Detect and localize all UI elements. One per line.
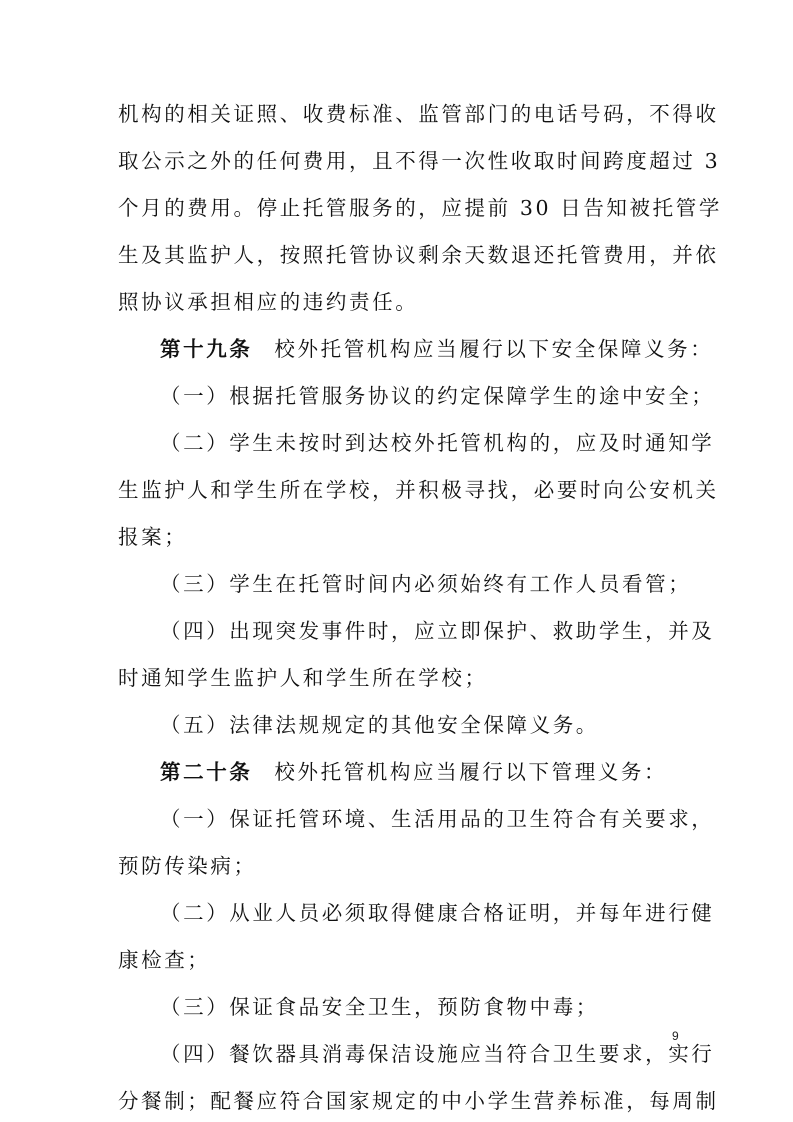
list-item-line: （三）保证食品安全卫生，预防食物中毒； <box>160 995 599 1019</box>
paragraph-line: 机构的相关证照、收费标准、监管部门的电话号码，不得收 <box>118 102 719 126</box>
list-item-line: 分餐制；配餐应符合国家规定的中小学生营养标准，每周制 <box>118 1089 719 1113</box>
list-item-line: 康检查； <box>118 948 211 972</box>
page-number: 9 <box>672 1029 679 1043</box>
list-item-line: 报案； <box>118 525 188 549</box>
list-item-line: （五）法律法规规定的其他安全保障义务。 <box>160 713 599 737</box>
list-item-line: （二）从业人员必须取得健康合格证明，并每年进行健 <box>160 901 715 925</box>
list-item-line: （一）保证托管环境、生活用品的卫生符合有关要求， <box>160 807 715 831</box>
list-item-line: （一）根据托管服务协议的约定保障学生的途中安全； <box>160 384 715 408</box>
list-item-line: 生监护人和学生所在学校，并积极寻找，必要时向公安机关 <box>118 478 719 502</box>
article-19-text: 校外托管机构应当履行以下安全保障义务： <box>274 337 714 361</box>
list-item-line: （四）出现突发事件时，应立即保护、救助学生，并及 <box>160 619 715 643</box>
paragraph-line: 生及其监护人，按照托管协议剩余天数退还托管费用，并依 <box>118 243 719 267</box>
list-item-line: 时通知学生监护人和学生所在学校； <box>118 666 488 690</box>
article-20-heading: 第二十条 <box>160 760 253 784</box>
paragraph-line: 照协议承担相应的违约责任。 <box>118 290 419 314</box>
paragraph-line: 取公示之外的任何费用，且不得一次性收取时间跨度超过 3 <box>118 149 721 173</box>
paragraph-line: 个月的费用。停止托管服务的，应提前 30 日告知被托管学 <box>118 196 722 220</box>
article-19-line <box>160 335 793 363</box>
list-item-line: （二）学生未按时到达校外托管机构的，应及时通知学 <box>160 431 715 455</box>
list-item-line: （四）餐饮器具消毒保洁设施应当符合卫生要求，实行 <box>160 1042 715 1066</box>
article-20-line <box>160 758 793 786</box>
article-20-text: 校外托管机构应当履行以下管理义务： <box>274 760 668 784</box>
list-item-line: （三）学生在托管时间内必须始终有工作人员看管； <box>160 572 692 596</box>
list-item-line: 预防传染病； <box>118 854 257 878</box>
article-19-heading: 第十九条 <box>160 337 253 361</box>
